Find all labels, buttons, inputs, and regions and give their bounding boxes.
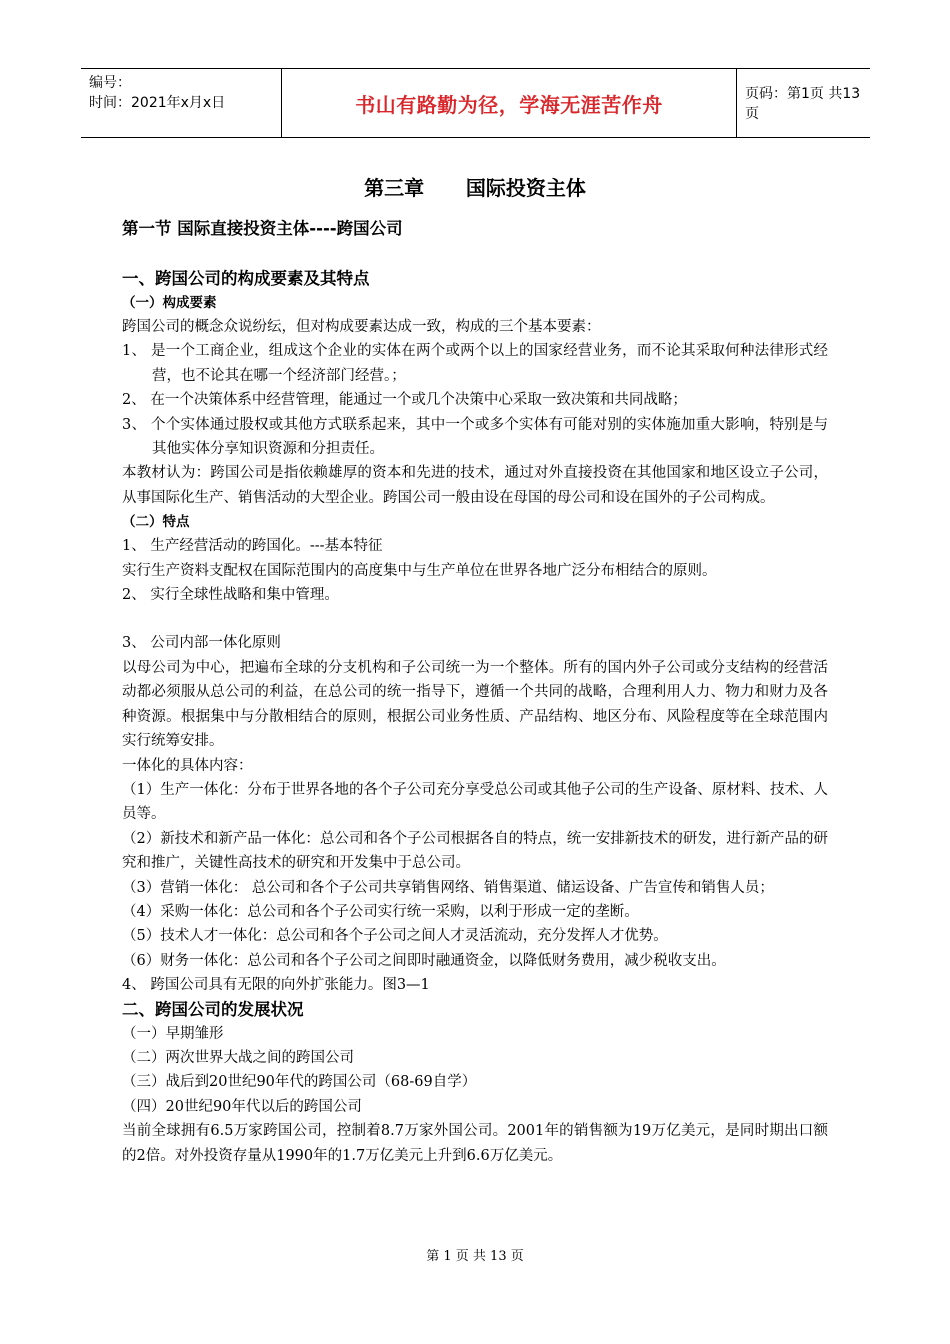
feature-2: 2、 实行全球性战略和集中管理。 (122, 587, 339, 604)
development-item-3: （三）战后到20世纪90年代的跨国公司（68-69自学） (122, 1074, 477, 1091)
time-label: 时间：2021年x月x日 (89, 95, 226, 111)
part1-heading: 一、跨国公司的构成要素及其特点 (122, 269, 370, 288)
part1-sub2: （二）特点 (122, 514, 190, 531)
header-motto: 书山有路勤为径，学海无涯苦作舟 (281, 69, 737, 137)
feature-4: 4、 跨国公司具有无限的向外扩张能力。图3—1 (122, 977, 430, 994)
feature-1-desc: 实行生产资料支配权在国际范围内的高度集中与生产单位在世界各地广泛分布相结合的原则。 (122, 562, 717, 579)
integration-item-2: （2）新技术和新产品一体化：总公司和各个子公司根据各自的特点，统一安排新技术的研发，进行新产品的研究和推广，关键性高技术的研究和开发集中于总公司。 (122, 830, 828, 872)
development-item-2: （二）两次世界大战之间的跨国公司 (122, 1049, 354, 1066)
feature-1: 1、 生产经营活动的跨国化。---基本特征 (122, 538, 383, 555)
integration-label: 一体化的具体内容： (122, 757, 253, 774)
blank-line (122, 607, 828, 631)
element-item-1: 1、 是一个工商企业，组成这个企业的实体在两个或两个以上的国家经营业务，而不论其采取何种法律形式经营，也不论其在哪一个经济部门经营。； (122, 343, 828, 384)
section-title: 第一节 国际直接投资主体----跨国公司 (122, 219, 403, 238)
element-item-3: 3、 个个实体通过股权或其他方式联系起来，其中一个或多个实体有可能对别的实体施加重大影响，特别是与其他实体分享知识资源和分担责任。 (122, 416, 828, 458)
feature-3-desc: 以母公司为中心，把遍布全球的分支机构和子公司统一为一个整体。所有的国内外子公司或分支结构的经营活动都必须服从总公司的利益，在总公司的统一指导下，遵循一个共同的战略，合理利用人力、物力和财力及各种资源。根据集中与分散相结合的原则，根据公司业务性质、产品结构、地区分布、风险程度等在全球范围内实行统筹安排。 (122, 659, 828, 750)
part2-heading: 二、跨国公司的发展状况 (122, 999, 304, 1019)
integration-item-3: （3）营销一体化： 总公司和各个子公司共享销售网络、销售渠道、储运设备、广告宣传和销售人员； (122, 879, 774, 896)
integration-item-5: （5）技术人才一体化：总公司和各个子公司之间人才灵活流动，充分发挥人才优势。 (122, 928, 668, 945)
integration-item-1: （1）生产一体化：分布于世界各地的各个子公司充分享受总公司或其他子公司的生产设备、原材料、技术、人员等。 (122, 781, 828, 823)
integration-item-6: （6）财务一体化：总公司和各个子公司之间即时融通资金，以降低财务费用，减少税收支出。 (122, 952, 726, 969)
header-page-info: 页码：第1页 共13页 (745, 86, 861, 122)
development-item-1: （一）早期雏形 (122, 1025, 224, 1042)
feature-3: 3、 公司内部一体化原则 (122, 635, 281, 652)
element-item-2: 2、 在一个决策体系中经营管理，能通过一个或几个决策中心采取一致决策和共同战略； (122, 392, 687, 409)
part2-summary: 当前全球拥有6.5万家跨国公司，控制着8.7万家外国公司。2001年的销售额为19万亿美元，是同时期出口额的2倍。对外投资存量从1990年的1.7万亿美元上升到6.6万亿美元。 (122, 1123, 828, 1164)
document-body (122, 166, 828, 1168)
integration-item-4: （4）采购一体化：总公司和各个子公司实行统一采购，以利于形成一定的垄断。 (122, 903, 639, 920)
chapter-title: 第三章 国际投资主体 (364, 176, 586, 200)
part1-intro: 跨国公司的概念众说纷纭，但对构成要素达成一致，构成的三个基本要素： (122, 319, 601, 335)
part1-sub1: （一）构成要素 (122, 295, 217, 311)
page-footer: 第 1 页 共 13 页 (426, 1249, 524, 1264)
header-left (89, 73, 279, 113)
part1-definition: 本教材认为：跨国公司是指依赖雄厚的资本和先进的技术，通过对外直接投资在其他国家和地区设立子公司，从事国际化生产、销售活动的大型企业。跨国公司一般由设在母国的母公司和设在国外的子公司构成。 (122, 465, 828, 506)
code-label: 编号： (89, 75, 131, 91)
page-header (81, 68, 870, 138)
development-item-4: （四）20世纪90年代以后的跨国公司 (122, 1098, 362, 1115)
